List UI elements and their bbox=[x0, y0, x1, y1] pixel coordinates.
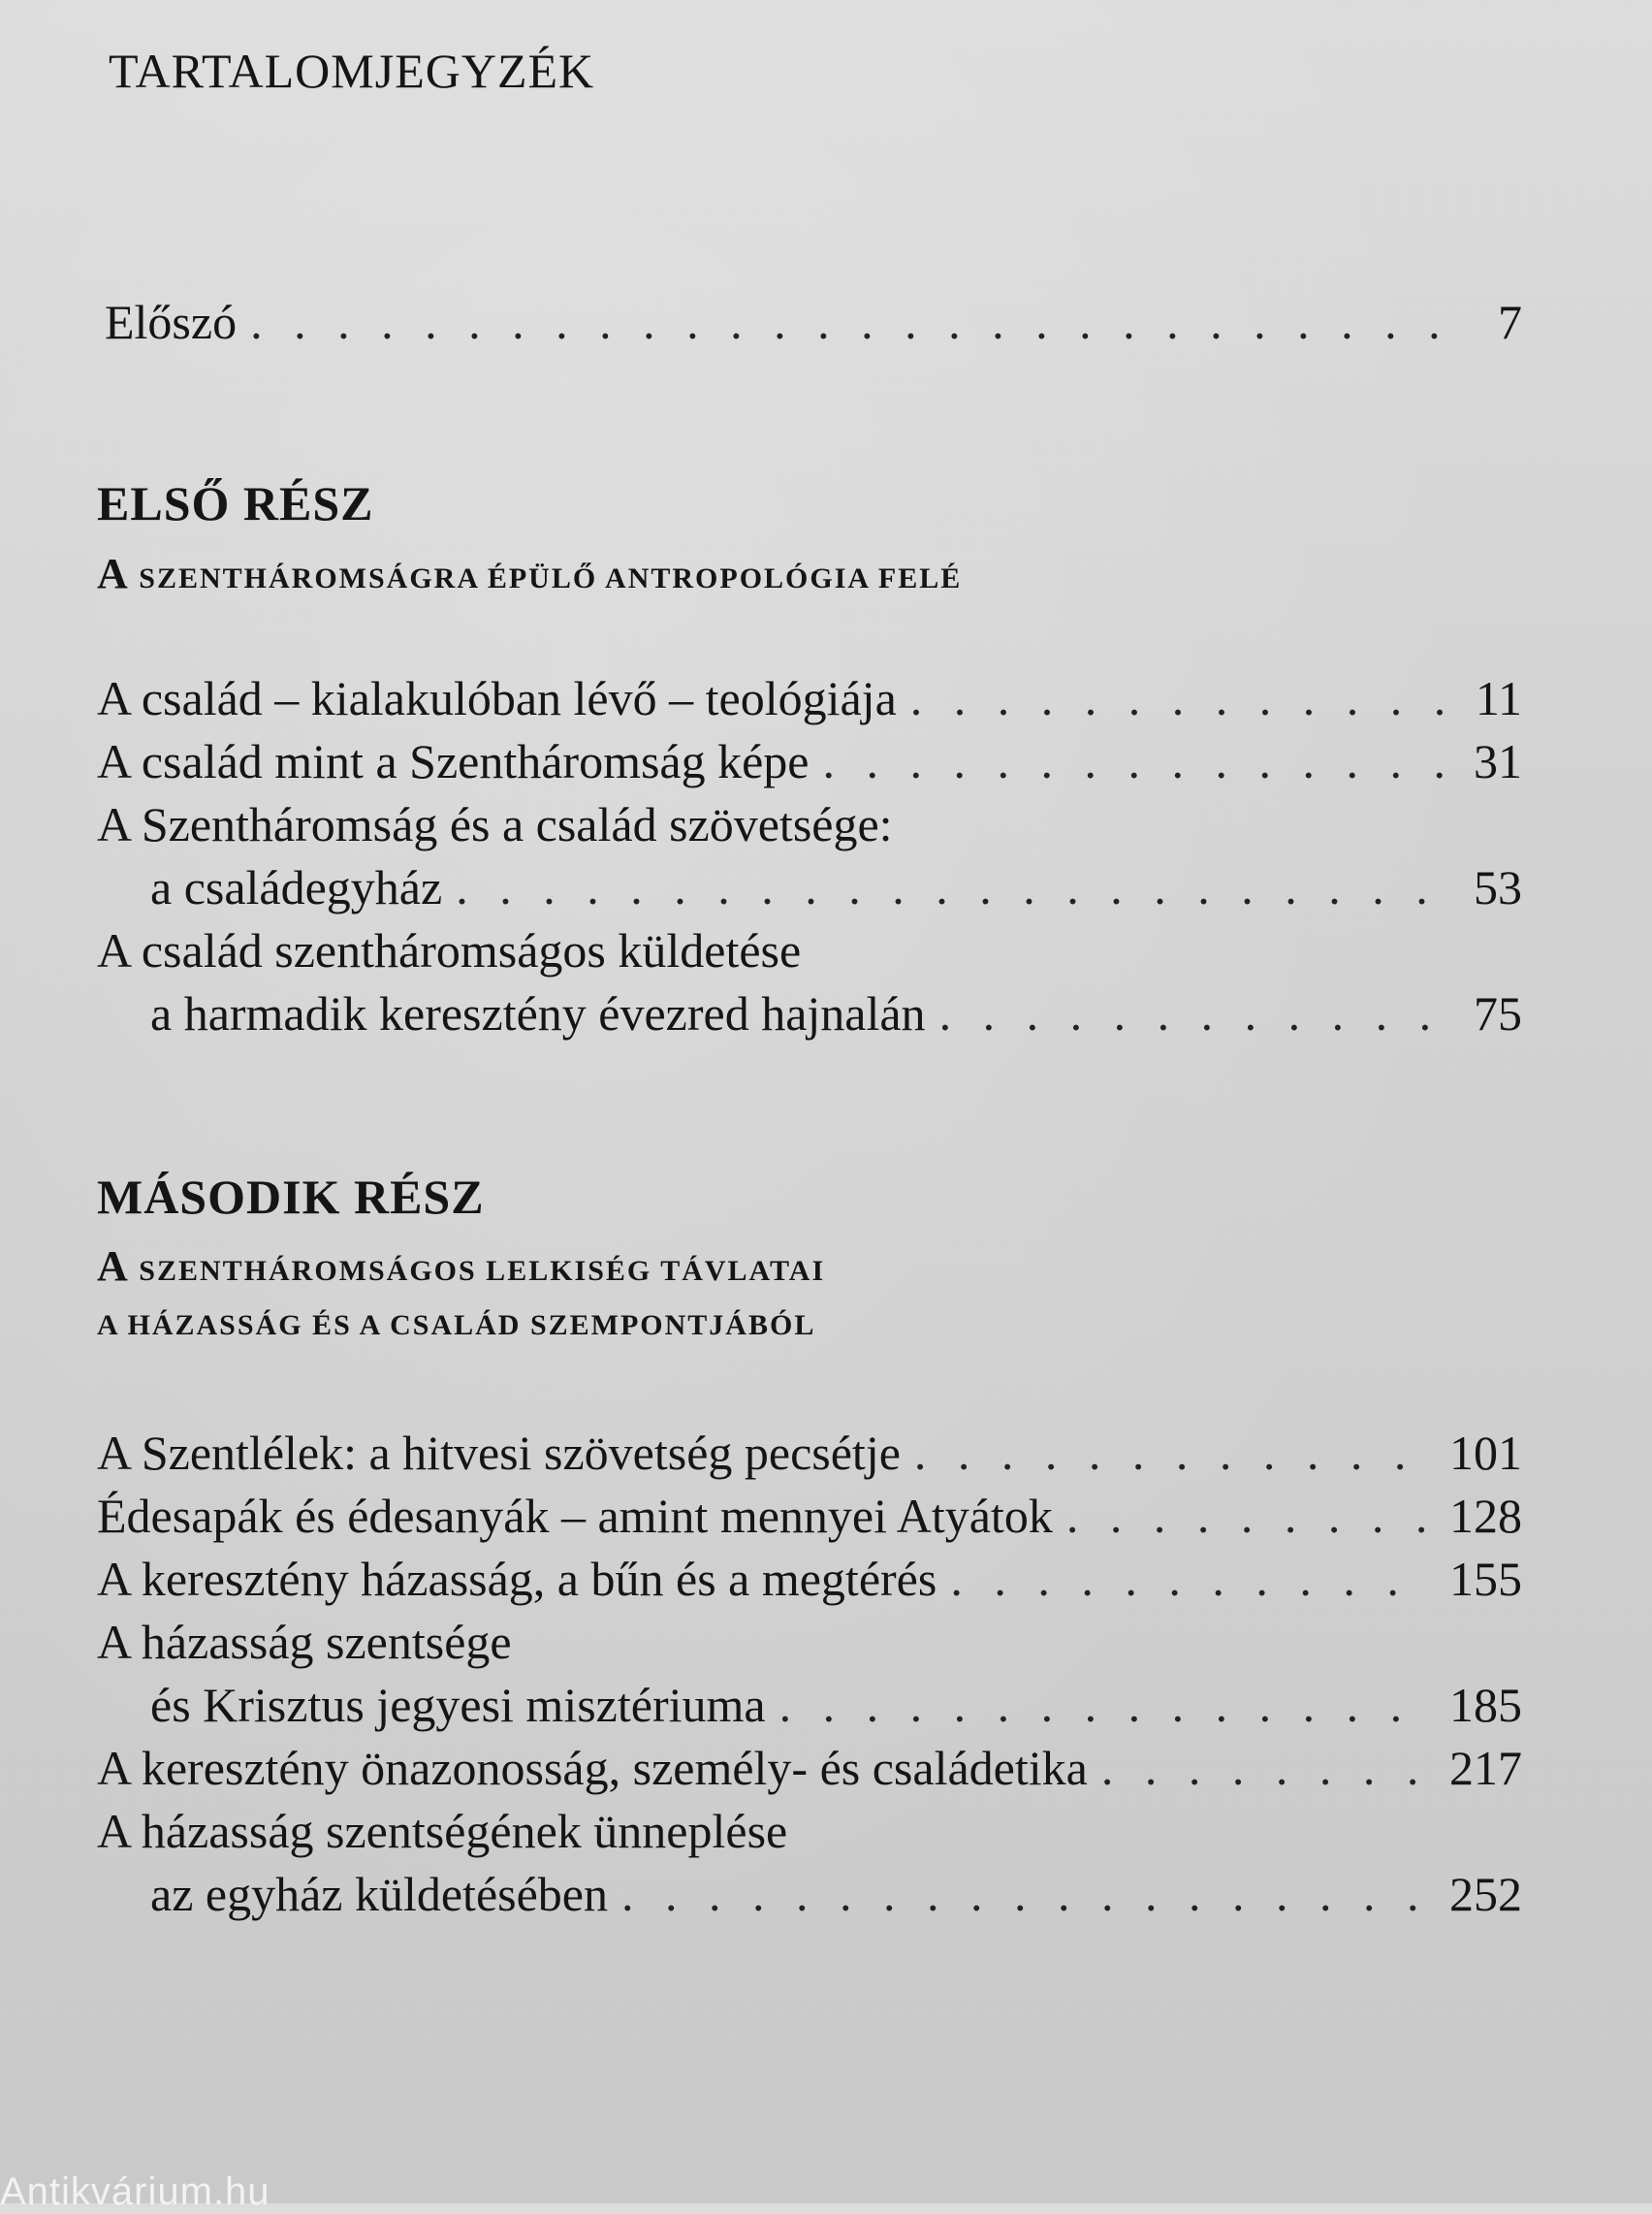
entry-label: A család – kialakulóban lévő – teológiája bbox=[97, 671, 897, 725]
entry-page-number: 217 bbox=[1449, 1741, 1522, 1795]
entry-page-number: 31 bbox=[1474, 734, 1522, 788]
toc-entry bbox=[150, 1865, 1522, 1923]
dot-leader bbox=[910, 669, 1443, 727]
entry-page-number: 252 bbox=[1449, 1867, 1522, 1921]
dot-leader bbox=[914, 1424, 1428, 1482]
entry-label: A család mint a Szentháromság képe bbox=[97, 734, 810, 788]
toc-entry bbox=[97, 669, 1522, 727]
entry-label: a harmadik keresztény évezred hajnalán bbox=[150, 986, 926, 1041]
dot-leader bbox=[823, 732, 1444, 790]
toc-entry bbox=[97, 732, 1522, 790]
entry-page-number: 185 bbox=[1449, 1678, 1522, 1732]
entry-page-number: 155 bbox=[1449, 1552, 1522, 1606]
part1-title: ELSŐ RÉSZ bbox=[97, 476, 374, 530]
entry-page-number: 53 bbox=[1474, 860, 1522, 914]
entry-label: A keresztény önazonosság, személy- és családetika bbox=[97, 1741, 1088, 1795]
entry-label: Előszó bbox=[105, 295, 238, 349]
dot-leader bbox=[939, 984, 1443, 1043]
toc-entry-foreword bbox=[105, 293, 1522, 351]
toc-entry bbox=[150, 1676, 1522, 1734]
entry-label: az egyház küldetésében bbox=[150, 1867, 608, 1921]
part2-subtitle-initial: A bbox=[97, 1242, 130, 1290]
entry-label-line1: A Szentháromság és a család szövetsége: bbox=[97, 797, 893, 851]
part1-subtitle-initial: A bbox=[97, 550, 130, 597]
page-title: TARTALOMJEGYZÉK bbox=[109, 44, 595, 98]
entry-page-number: 128 bbox=[1449, 1489, 1522, 1543]
watermark: Antikvárium.hu bbox=[0, 2170, 270, 2213]
dot-leader bbox=[1066, 1487, 1428, 1545]
dot-leader bbox=[779, 1676, 1428, 1734]
entry-label-line1: A házasság szentsége bbox=[97, 1615, 512, 1669]
dot-leader bbox=[250, 293, 1443, 351]
entry-label: A keresztény házasság, a bűn és a megtérés bbox=[97, 1552, 937, 1606]
toc-entry bbox=[97, 1739, 1522, 1797]
dot-leader bbox=[1101, 1739, 1428, 1797]
entry-label: A Szentlélek: a hitvesi szövetség pecsétje bbox=[97, 1426, 901, 1480]
entry-label: a családegyház bbox=[150, 860, 443, 914]
part2-title: MÁSODIK RÉSZ bbox=[97, 1170, 485, 1224]
entry-page-number: 7 bbox=[1498, 295, 1522, 349]
entry-page-number: 101 bbox=[1449, 1426, 1522, 1480]
toc-entry bbox=[150, 858, 1522, 916]
entry-page-number: 11 bbox=[1475, 671, 1522, 725]
entry-label: Édesapák és édesanyák – amint mennyei Atyátok bbox=[97, 1489, 1053, 1543]
toc-entry bbox=[97, 1550, 1522, 1608]
toc-entry bbox=[150, 984, 1522, 1043]
dot-leader bbox=[621, 1865, 1428, 1923]
dot-leader bbox=[950, 1550, 1428, 1608]
part2-subtitle bbox=[97, 1241, 825, 1291]
toc-entry bbox=[97, 1487, 1522, 1545]
part2-subtitle-line2: A HÁZASSÁG ÉS A CSALÁD SZEMPONTJÁBÓL bbox=[97, 1309, 816, 1341]
entry-label: és Krisztus jegyesi misztériuma bbox=[150, 1678, 766, 1732]
part1-subtitle-text: SZENTHÁROMSÁGRA ÉPÜLŐ ANTROPOLÓGIA FELÉ bbox=[139, 562, 963, 594]
toc-entry bbox=[97, 1424, 1522, 1482]
entry-label-line1: A házasság szentségének ünneplése bbox=[97, 1804, 788, 1858]
part2-subtitle-text: SZENTHÁROMSÁGOS LELKISÉG TÁVLATAI bbox=[139, 1255, 826, 1287]
entry-page-number: 75 bbox=[1474, 986, 1522, 1041]
dot-leader bbox=[456, 858, 1443, 916]
part1-subtitle bbox=[97, 549, 962, 598]
entry-label-line1: A család szentháromságos küldetése bbox=[97, 923, 802, 978]
